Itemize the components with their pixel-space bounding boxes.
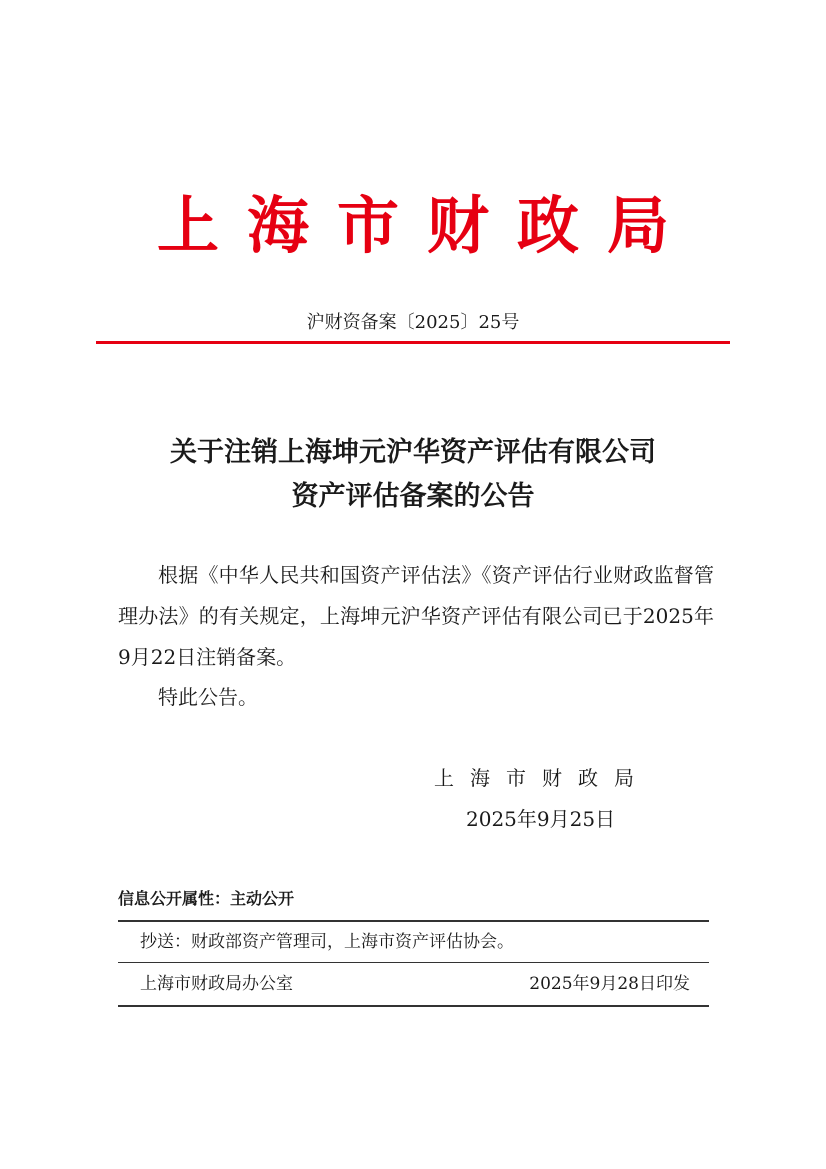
signature-date: 2025年9月25日 — [466, 807, 616, 831]
body-paragraph-2: 特此公告。 — [158, 685, 258, 709]
issuing-office: 上海市财政局办公室 — [140, 974, 293, 994]
masthead-title: 上海市财政局 — [156, 189, 697, 262]
body-paragraph-1: 根据《中华人民共和国资产评估法》《资产评估行业财政监督管理办法》的有关规定，上海坤元沪华资产评估有限公司已于2025年9月22日注销备案。 — [118, 563, 714, 669]
document-number: 沪财资备案〔2025〕25号 — [306, 312, 520, 333]
footer-rule-middle — [118, 962, 709, 963]
red-divider — [96, 341, 730, 344]
footer-rule-bottom — [118, 1005, 709, 1007]
issue-date: 2025年9月28日印发 — [529, 974, 690, 994]
signature-organization: 上海市财政局 — [434, 766, 650, 790]
document-title-line1: 关于注销上海坤元沪华资产评估有限公司 — [170, 437, 656, 468]
cc-line: 抄送：财政部资产管理司，上海市资产评估协会。 — [140, 932, 514, 952]
document-title-line2: 资产评估备案的公告 — [291, 481, 535, 512]
footer-rule-top — [118, 920, 709, 922]
disclosure-attribute: 信息公开属性：主动公开 — [118, 889, 295, 908]
